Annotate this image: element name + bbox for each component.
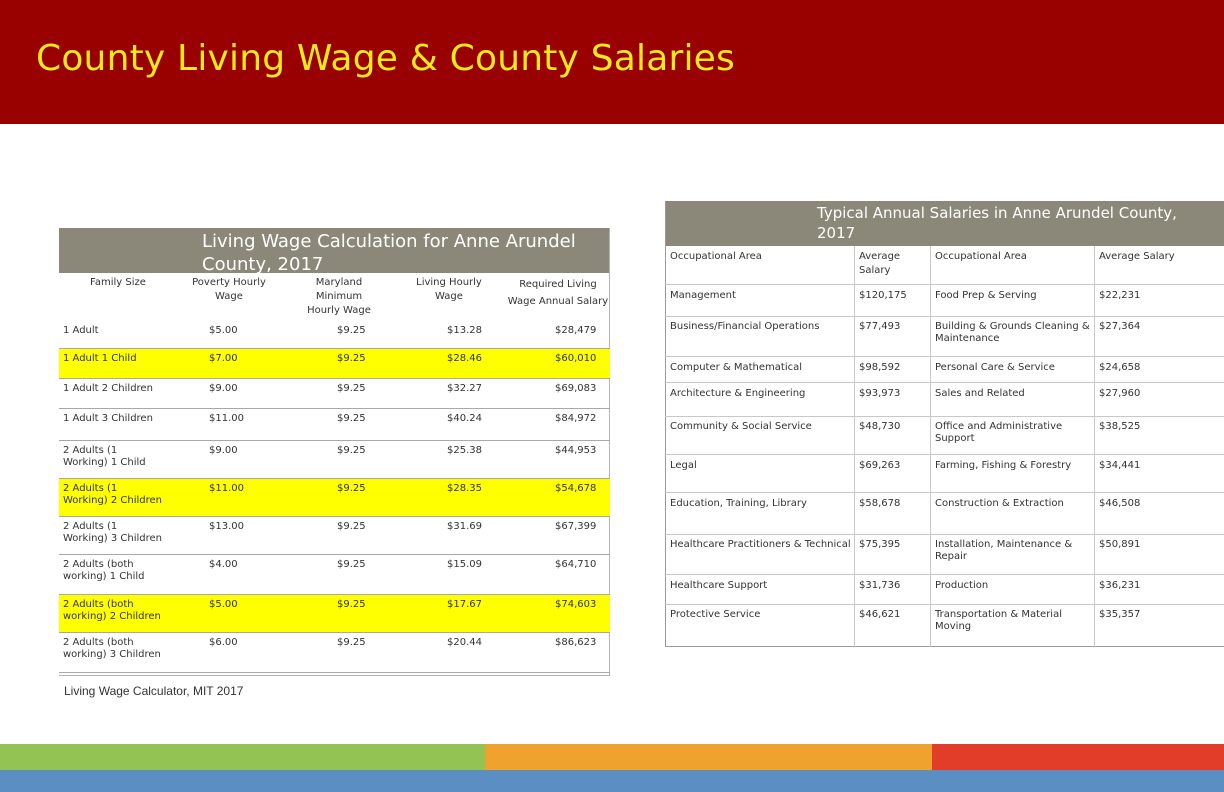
cell-poverty: $5.00 <box>209 325 238 336</box>
cell-family: 1 Adult 1 Child <box>63 353 137 364</box>
cell-area1: Architecture & Engineering <box>670 388 806 399</box>
table-row <box>59 517 610 555</box>
cell-salary2: $27,960 <box>1099 388 1141 399</box>
cell-living: $13.28 <box>447 325 482 336</box>
cell-minimum: $9.25 <box>337 413 366 424</box>
cell-annual: $86,623 <box>555 637 597 648</box>
cell-minimum: $9.25 <box>337 483 366 494</box>
cell-area2: Office and Administrative Support <box>935 421 1063 444</box>
cell-area1: Protective Service <box>670 609 761 620</box>
col-occupational-area-2: Occupational Area <box>935 251 1027 262</box>
table-row <box>59 479 610 517</box>
cell-area1: Business/Financial Operations <box>670 321 820 332</box>
cell-annual: $64,710 <box>555 559 597 570</box>
cell-annual: $69,083 <box>555 383 597 394</box>
footer-bar-blue <box>0 770 1224 792</box>
table-row <box>665 316 1224 356</box>
cell-salary1: $69,263 <box>859 460 901 471</box>
cell-minimum: $9.25 <box>337 325 366 336</box>
col-average-salary-2: Average Salary <box>1099 251 1175 262</box>
footer-bar-orange <box>485 744 932 770</box>
cell-poverty: $5.00 <box>209 599 238 610</box>
cell-family: 2 Adults (1 Working) 1 Child <box>63 445 146 468</box>
cell-minimum: $9.25 <box>337 637 366 648</box>
cell-family: 1 Adult 2 Children <box>63 383 153 394</box>
col-family-size: Family Size <box>90 277 146 288</box>
cell-area2: Building & Grounds Cleaning & Maintenance <box>935 321 1090 344</box>
cell-annual: $67,399 <box>555 521 597 532</box>
cell-minimum: $9.25 <box>337 383 366 394</box>
cell-salary2: $46,508 <box>1099 498 1141 509</box>
cell-salary1: $98,592 <box>859 362 901 373</box>
table-row <box>665 492 1224 534</box>
cell-area1: Community & Social Service <box>670 421 812 432</box>
col-minimum-wage: Maryland Minimum Hourly Wage <box>307 277 371 316</box>
cell-area1: Education, Training, Library <box>670 498 807 509</box>
cell-salary2: $36,231 <box>1099 580 1141 591</box>
cell-area1: Computer & Mathematical <box>670 362 803 373</box>
table-row <box>59 349 610 379</box>
cell-poverty: $4.00 <box>209 559 238 570</box>
col-annual-salary: Required Living Wage Annual Salary <box>507 279 609 307</box>
cell-area2: Installation, Maintenance & Repair <box>935 539 1073 562</box>
table-row <box>665 534 1224 574</box>
cell-area2: Production <box>935 580 989 591</box>
cell-minimum: $9.25 <box>337 445 366 456</box>
table-row <box>665 356 1224 382</box>
cell-poverty: $6.00 <box>209 637 238 648</box>
cell-area2: Sales and Related <box>935 388 1025 399</box>
footer-bar-green <box>0 744 485 770</box>
table-row <box>665 604 1224 646</box>
cell-salary2: $24,658 <box>1099 362 1141 373</box>
cell-area2: Farming, Fishing & Forestry <box>935 460 1072 471</box>
cell-poverty: $11.00 <box>209 413 244 424</box>
cell-living: $20.44 <box>447 637 482 648</box>
cell-salary1: $58,678 <box>859 498 901 509</box>
cell-family: 1 Adult <box>63 325 99 336</box>
cell-salary1: $93,973 <box>859 388 901 399</box>
cell-annual: $74,603 <box>555 599 597 610</box>
cell-family: 2 Adults (both working) 1 Child <box>63 559 145 582</box>
cell-family: 2 Adults (1 Working) 3 Children <box>63 521 163 544</box>
cell-area1: Healthcare Practitioners & Technical <box>670 539 851 550</box>
cell-minimum: $9.25 <box>337 353 366 364</box>
cell-salary2: $27,364 <box>1099 321 1141 332</box>
col-average-salary-1: Average Salary <box>859 251 901 276</box>
cell-annual: $28,479 <box>555 325 597 336</box>
cell-poverty: $7.00 <box>209 353 238 364</box>
table-row <box>59 321 610 349</box>
table-row <box>59 379 610 409</box>
cell-living: $17.67 <box>447 599 482 610</box>
table-row <box>59 633 610 673</box>
cell-family: 2 Adults (1 Working) 2 Children <box>63 483 163 506</box>
cell-area2: Transportation & Material Moving <box>935 609 1062 632</box>
cell-area1: Management <box>670 290 736 301</box>
salaries-table-title: Typical Annual Salaries in Anne Arundel County, 2017 <box>817 204 1177 242</box>
table-row <box>59 409 610 441</box>
cell-annual: $44,953 <box>555 445 597 456</box>
cell-living: $31.69 <box>447 521 482 532</box>
col-living-wage: Living Hourly Wage <box>416 277 482 302</box>
cell-area2: Personal Care & Service <box>935 362 1055 373</box>
table-row <box>59 441 610 479</box>
cell-family: 1 Adult 3 Children <box>63 413 153 424</box>
col-poverty-wage: Poverty Hourly Wage <box>192 277 266 302</box>
footer-bar-red <box>932 744 1224 770</box>
cell-living: $25.38 <box>447 445 482 456</box>
cell-poverty: $11.00 <box>209 483 244 494</box>
cell-salary2: $34,441 <box>1099 460 1141 471</box>
cell-salary2: $50,891 <box>1099 539 1141 550</box>
table-row <box>665 454 1224 492</box>
cell-family: 2 Adults (both working) 2 Children <box>63 599 161 622</box>
cell-minimum: $9.25 <box>337 559 366 570</box>
cell-living: $28.46 <box>447 353 482 364</box>
cell-salary1: $48,730 <box>859 421 901 432</box>
living-wage-table-title: Living Wage Calculation for Anne Arundel County, 2017 <box>202 231 576 275</box>
cell-minimum: $9.25 <box>337 521 366 532</box>
title-banner <box>0 0 1224 124</box>
table-row <box>665 284 1224 316</box>
table-row <box>59 595 610 633</box>
cell-salary1: $46,621 <box>859 609 901 620</box>
cell-salary1: $77,493 <box>859 321 901 332</box>
table-row <box>665 574 1224 604</box>
cell-area2: Construction & Extraction <box>935 498 1064 509</box>
cell-area1: Healthcare Support <box>670 580 768 591</box>
cell-area1: Legal <box>670 460 697 471</box>
cell-area2: Food Prep & Serving <box>935 290 1037 301</box>
cell-annual: $84,972 <box>555 413 597 424</box>
table-row <box>59 555 610 595</box>
cell-salary2: $22,231 <box>1099 290 1141 301</box>
cell-poverty: $9.00 <box>209 383 238 394</box>
cell-salary2: $38,525 <box>1099 421 1141 432</box>
cell-living: $32.27 <box>447 383 482 394</box>
slide-title: County Living Wage & County Salaries <box>36 38 735 79</box>
cell-family: 2 Adults (both working) 3 Children <box>63 637 161 660</box>
cell-salary1: $31,736 <box>859 580 901 591</box>
cell-salary1: $120,175 <box>859 290 907 301</box>
cell-annual: $60,010 <box>555 353 597 364</box>
living-wage-source: Living Wage Calculator, MIT 2017 <box>64 684 244 698</box>
cell-poverty: $9.00 <box>209 445 238 456</box>
table-row <box>665 382 1224 416</box>
cell-minimum: $9.25 <box>337 599 366 610</box>
cell-living: $15.09 <box>447 559 482 570</box>
cell-salary1: $75,395 <box>859 539 901 550</box>
col-occupational-area-1: Occupational Area <box>670 251 762 262</box>
table-row <box>665 416 1224 454</box>
cell-annual: $54,678 <box>555 483 597 494</box>
cell-living: $40.24 <box>447 413 482 424</box>
cell-living: $28.35 <box>447 483 482 494</box>
cell-salary2: $35,357 <box>1099 609 1141 620</box>
cell-poverty: $13.00 <box>209 521 244 532</box>
